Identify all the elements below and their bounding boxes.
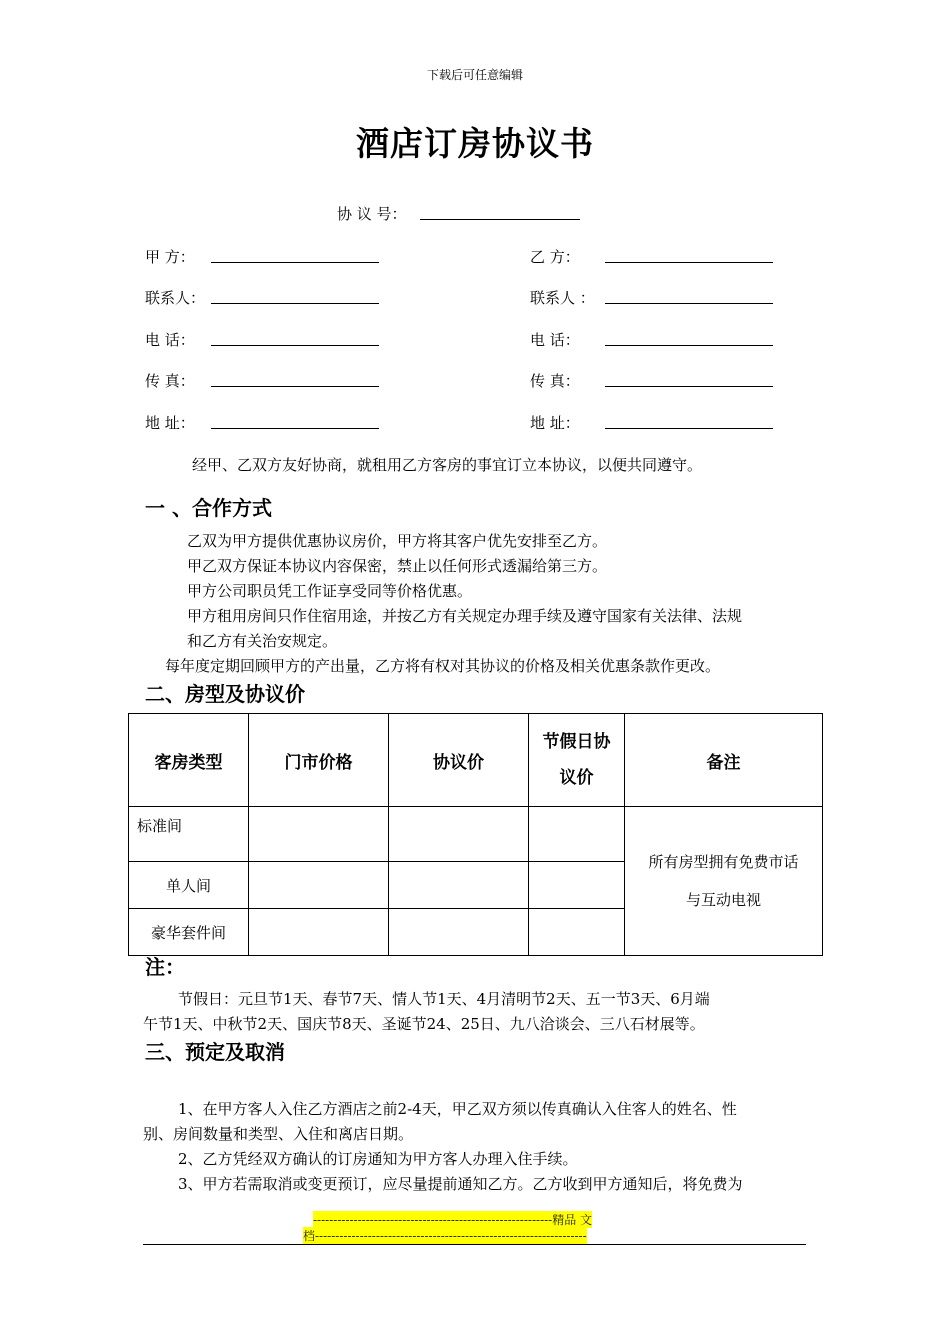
rack-rate-cell[interactable] <box>249 807 389 862</box>
section-1-heading: 一 、合作方式 <box>145 496 272 520</box>
note-line-2: 午节1天、中秋节2天、国庆节8天、圣诞节24、25日、九八洽谈会、三八石材展等。 <box>143 1015 705 1033</box>
party-a-fax-field[interactable] <box>211 386 379 387</box>
section-1-last-line: 每年度定期回顾甲方的产出量，乙方将有权对其协议的价格及相关优惠条款作更改。 <box>165 657 721 675</box>
section-3-line-2: 别、房间数量和类型、入住和离店日期。 <box>143 1125 414 1143</box>
party-a-phone-label: 电 话： <box>145 331 195 349</box>
party-b-contact-label: 联系人 ： <box>530 289 595 307</box>
section-3-line-4: 3、甲方若需取消或变更预订，应尽量提前通知乙方。乙方收到甲方通知后，将免费为 <box>178 1175 743 1193</box>
section-1-line-5: 和乙方有关治安规定。 <box>187 632 338 650</box>
room-type-deluxe-suite: 豪华套件间 <box>129 909 249 956</box>
document-title: 酒店订房协议书 <box>356 124 594 163</box>
room-type-standard: 标准间 <box>129 807 249 862</box>
section-1-line-4: 甲方租用房间只作住宿用途，并按乙方有关规定办理手续及遵守国家有关法律、法规 <box>187 607 743 625</box>
party-b-address-field[interactable] <box>605 428 773 429</box>
footer-divider <box>143 1244 806 1245</box>
header-agreed-rate: 协议价 <box>389 714 529 807</box>
section-3-heading: 三、预定及取消 <box>145 1040 285 1064</box>
holiday-rate-cell[interactable] <box>529 807 625 862</box>
footer-highlight-line-1: -----------------------------------------------------------精品 文 <box>313 1213 593 1227</box>
party-b-field[interactable] <box>605 262 773 263</box>
note-line-1: 节假日：元旦节1天、春节7天、情人节1天、4月清明节2天、五一节3天、6月端 <box>178 990 710 1008</box>
room-type-single: 单人间 <box>129 862 249 909</box>
party-b-fax-field[interactable] <box>605 386 773 387</box>
header-rack-rate: 门市价格 <box>249 714 389 807</box>
party-b-fax-label: 传 真： <box>530 372 580 390</box>
section-1-line-3: 甲方公司职员凭工作证享受同等价格优惠。 <box>187 582 473 600</box>
party-b-label: 乙 方： <box>530 248 580 266</box>
remark-cell <box>625 807 823 956</box>
header-holiday-rate-line-1: 节假日协 <box>542 732 611 752</box>
party-a-fax-label: 传 真： <box>145 372 195 390</box>
header-remark: 备注 <box>625 714 823 807</box>
party-a-field[interactable] <box>211 262 379 263</box>
agreed-rate-cell[interactable] <box>389 807 529 862</box>
party-b-phone-field[interactable] <box>605 345 773 346</box>
party-a-contact-field[interactable] <box>211 303 379 304</box>
header-room-type: 客房类型 <box>129 714 249 807</box>
party-a-contact-label: 联系人： <box>145 289 206 307</box>
party-a-address-field[interactable] <box>211 428 379 429</box>
header-holiday-rate <box>529 714 625 807</box>
rack-rate-cell[interactable] <box>249 862 389 909</box>
party-b-address-label: 地 址： <box>530 414 580 432</box>
room-rate-table <box>128 713 823 956</box>
remark-line-1: 所有房型拥有免费市话 <box>648 853 799 871</box>
footer-highlight-line-2: 档------------------------------------------------------------------- <box>303 1229 587 1243</box>
agreement-no-field[interactable] <box>420 219 580 220</box>
header-note: 下载后可任意编辑 <box>426 68 523 82</box>
party-a-label: 甲 方： <box>145 248 195 266</box>
party-a-address-label: 地 址： <box>145 414 195 432</box>
section-3-line-1: 1、在甲方客人入住乙方酒店之前2-4天，甲乙双方须以传真确认入住客人的姓名、性 <box>178 1100 737 1118</box>
agreed-rate-cell[interactable] <box>389 909 529 956</box>
section-2-heading: 二、房型及协议价 <box>145 682 305 706</box>
party-b-contact-field[interactable] <box>605 303 773 304</box>
section-1-line-2: 甲乙双方保证本协议内容保密，禁止以任何形式透漏给第三方。 <box>187 557 608 575</box>
party-b-phone-label: 电 话： <box>530 331 580 349</box>
section-3-line-3: 2、乙方凭经双方确认的订房通知为甲方客人办理入住手续。 <box>178 1150 578 1168</box>
note-heading: 注： <box>145 955 185 979</box>
rack-rate-cell[interactable] <box>249 909 389 956</box>
holiday-rate-cell[interactable] <box>529 862 625 909</box>
remark-line-2: 与互动电视 <box>685 891 761 909</box>
table-row <box>129 807 823 862</box>
agreed-rate-cell[interactable] <box>389 862 529 909</box>
holiday-rate-cell[interactable] <box>529 909 625 956</box>
table-header-row <box>129 714 823 807</box>
intro-paragraph: 经甲、乙双方友好协商，就租用乙方客房的事宜订立本协议，以便共同遵守。 <box>192 456 703 474</box>
section-1-line-1: 乙双为甲方提供优惠协议房价，甲方将其客户优先安排至乙方。 <box>187 532 608 550</box>
header-holiday-rate-line-2: 议价 <box>559 768 594 788</box>
party-a-phone-field[interactable] <box>211 345 379 346</box>
agreement-no-label: 协 议 号： <box>337 205 407 223</box>
